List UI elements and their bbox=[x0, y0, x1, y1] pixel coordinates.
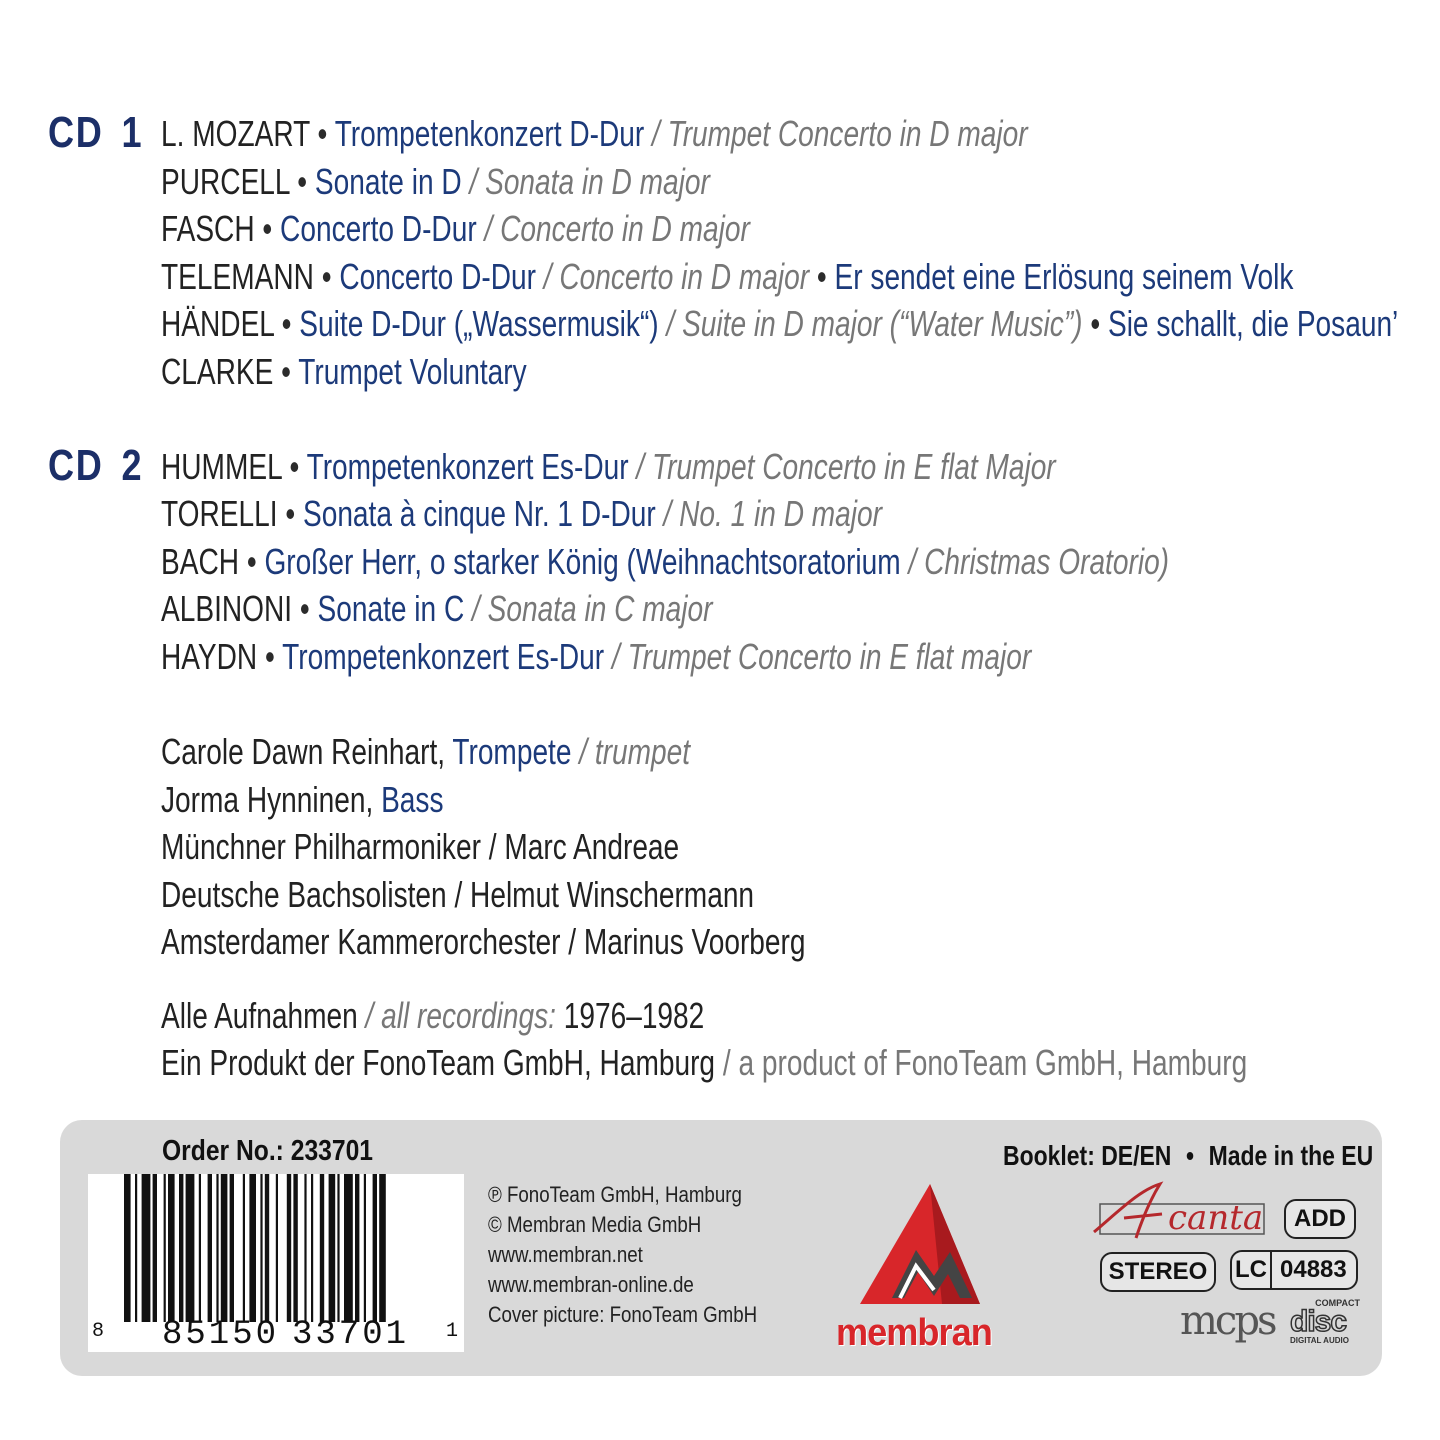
cd1-track-6: CLARKE • Trumpet Voluntary bbox=[161, 351, 527, 392]
barcode-digits-right: 33701 bbox=[292, 1316, 410, 1354]
product-credit: Ein Produkt der FonoTeam GmbH, Hamburg / a product of FonoTeam GmbH, Hamburg bbox=[161, 1042, 1248, 1083]
add-badge: ADD bbox=[1284, 1199, 1356, 1239]
barcode-digit-last: 1 bbox=[446, 1320, 459, 1343]
copyright-block bbox=[488, 1180, 757, 1330]
cd2-track-4: ALBINONI • Sonate in C / Sonata in C major bbox=[161, 588, 713, 629]
cd1-track-2: PURCELL • Sonate in D / Sonata in D major bbox=[161, 161, 710, 202]
cd1-heading: CD 1 bbox=[48, 108, 144, 157]
recordings-years: Alle Aufnahmen / all recordings: 1976–1982 bbox=[161, 995, 705, 1036]
compact-disc-logo: COMPACT disc DIGITAL AUDIO bbox=[1290, 1298, 1360, 1345]
stereo-badge: STEREO bbox=[1100, 1252, 1216, 1292]
cd1-track-5: HÄNDEL • Suite D-Dur („Wassermusik“) / Suite in D major (“Water Music”) • Sie schallt, die Posaun’ bbox=[161, 303, 1399, 344]
orchestra-2: Deutsche Bachsolisten / Helmut Winschermann bbox=[161, 874, 755, 915]
cd2-track-1: HUMMEL • Trompetenkonzert Es-Dur / Trumpet Concerto in E flat Major bbox=[161, 446, 1056, 487]
barcode-digit-first: 8 bbox=[92, 1320, 105, 1343]
cd2-track-5: HAYDN • Trompetenkonzert Es-Dur / Trumpet Concerto in E flat major bbox=[161, 636, 1032, 677]
barcode-digits-left: 85150 bbox=[162, 1316, 280, 1354]
orchestra-1: Münchner Philharmoniker / Marc Andreae bbox=[161, 826, 680, 867]
website-link: www.membran.net bbox=[488, 1242, 643, 1267]
booklet-info: Booklet: DE/EN • Made in the EU bbox=[1003, 1140, 1374, 1171]
cover-credit: Cover picture: FonoTeam GmbH bbox=[488, 1302, 758, 1327]
orchestra-3: Amsterdamer Kammerorchester / Marinus Voorberg bbox=[161, 921, 806, 962]
membran-logo-text: membran bbox=[836, 1312, 992, 1354]
acanta-logo-text: canta bbox=[1168, 1198, 1264, 1238]
cd1-track-3: FASCH • Concerto D-Dur / Concerto in D major bbox=[161, 208, 750, 249]
cd2-heading: CD 2 bbox=[48, 441, 144, 490]
copyright-line: © Membran Media GmbH bbox=[488, 1212, 702, 1237]
barcode bbox=[124, 1174, 444, 1322]
performer-bass: Jorma Hynninen, Bass bbox=[161, 779, 444, 820]
copyright-line: ℗ FonoTeam GmbH, Hamburg bbox=[488, 1182, 742, 1207]
performer-trumpet: Carole Dawn Reinhart, Trompete / trumpet bbox=[161, 731, 691, 772]
cd2-track-3: BACH • Großer Herr, o starker König (Weihnachtsoratorium / Christmas Oratorio) bbox=[161, 541, 1170, 582]
lc-badge: LC 04883 bbox=[1230, 1250, 1358, 1290]
order-number: Order No.: 233701 bbox=[162, 1135, 373, 1167]
cd2-track-2: TORELLI • Sonata à cinque Nr. 1 D-Dur / No. 1 in D major bbox=[161, 493, 883, 534]
cd1-track-4: TELEMANN • Concerto D-Dur / Concerto in D major • Er sendet eine Erlösung seinem Volk bbox=[161, 256, 1294, 297]
mcps-logo: mcps bbox=[1180, 1298, 1275, 1344]
cd1-track-1: L. MOZART • Trompetenkonzert D-Dur / Trumpet Concerto in D major bbox=[161, 113, 1028, 154]
website-link: www.membran-online.de bbox=[488, 1272, 694, 1297]
